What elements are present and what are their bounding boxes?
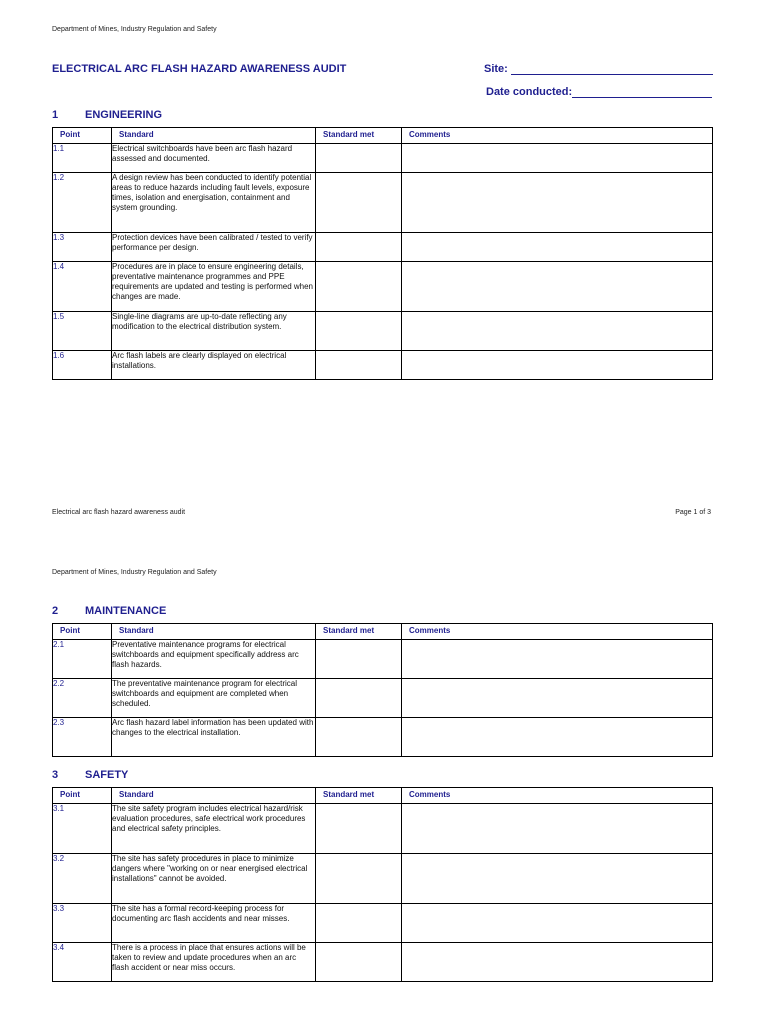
point-cell: 1.2 — [53, 173, 112, 233]
comments-cell[interactable] — [402, 679, 713, 718]
standard-cell: Preventative maintenance programs for electrical switchboards and equipment specifically address arc flash hazards. — [112, 640, 316, 679]
standard-met-cell[interactable] — [316, 904, 402, 943]
standard-met-cell[interactable] — [316, 233, 402, 262]
col-point: Point — [53, 788, 112, 804]
col-standard-met: Standard met — [316, 624, 402, 640]
section-title: SAFETY — [85, 769, 129, 781]
point-cell: 3.2 — [53, 854, 112, 904]
standard-met-cell[interactable] — [316, 718, 402, 757]
table-row — [53, 943, 713, 982]
comments-cell[interactable] — [402, 233, 713, 262]
table-row — [53, 679, 713, 718]
col-comments: Comments — [402, 788, 713, 804]
table-header-row — [53, 128, 713, 144]
point-cell: 3.3 — [53, 904, 112, 943]
section-heading-engineering — [52, 109, 162, 121]
section-title: MAINTENANCE — [85, 605, 167, 617]
engineering-table — [52, 127, 713, 380]
standard-cell: The site safety program includes electrical hazard/risk evaluation procedures, safe electrical work procedures and electrical safety principles. — [112, 804, 316, 854]
standard-cell: There is a process in place that ensures actions will be taken to review and update procedures when an arc flash accident or near miss occurs. — [112, 943, 316, 982]
point-cell: 1.6 — [53, 351, 112, 380]
table-header-row — [53, 788, 713, 804]
comments-cell[interactable] — [402, 943, 713, 982]
standard-cell: The site has a formal record-keeping process for documenting arc flash accidents and near misses. — [112, 904, 316, 943]
table-row — [53, 804, 713, 854]
department-header: Department of Mines, Industry Regulation and Safety — [52, 26, 217, 33]
section-number: 2 — [52, 605, 59, 617]
comments-cell[interactable] — [402, 173, 713, 233]
point-cell: 1.1 — [53, 144, 112, 173]
section-number: 3 — [52, 769, 59, 781]
comments-cell[interactable] — [402, 718, 713, 757]
col-standard: Standard — [112, 624, 316, 640]
table-header-row — [53, 624, 713, 640]
safety-table — [52, 787, 713, 982]
point-cell: 1.4 — [53, 262, 112, 312]
table-row — [53, 854, 713, 904]
table-row — [53, 262, 713, 312]
section-heading-maintenance — [52, 605, 166, 617]
standard-cell: The preventative maintenance program for electrical switchboards and equipment are completed when scheduled. — [112, 679, 316, 718]
maintenance-table — [52, 623, 713, 757]
site-field — [484, 63, 713, 75]
table-row — [53, 351, 713, 380]
date-field — [486, 86, 712, 98]
standard-met-cell[interactable] — [316, 173, 402, 233]
section-number: 1 — [52, 109, 59, 121]
standard-met-cell[interactable] — [316, 351, 402, 380]
footer-document-name: Electrical arc flash hazard awareness audit — [52, 509, 186, 516]
date-blank-line[interactable] — [572, 86, 712, 98]
point-cell: 1.3 — [53, 233, 112, 262]
col-comments: Comments — [402, 128, 713, 144]
comments-cell[interactable] — [402, 640, 713, 679]
col-point: Point — [53, 128, 112, 144]
point-cell: 3.4 — [53, 943, 112, 982]
standard-met-cell[interactable] — [316, 943, 402, 982]
col-point: Point — [53, 624, 112, 640]
col-standard-met: Standard met — [316, 128, 402, 144]
table-row — [53, 233, 713, 262]
document-title: ELECTRICAL ARC FLASH HAZARD AWARENESS AUDIT — [52, 63, 347, 75]
table-row — [53, 640, 713, 679]
comments-cell[interactable] — [402, 804, 713, 854]
department-header-page2: Department of Mines, Industry Regulation and Safety — [52, 569, 217, 576]
col-comments: Comments — [402, 624, 713, 640]
date-label: Date conducted: — [486, 86, 573, 98]
comments-cell[interactable] — [402, 351, 713, 380]
standard-met-cell[interactable] — [316, 312, 402, 351]
point-cell: 1.5 — [53, 312, 112, 351]
standard-met-cell[interactable] — [316, 854, 402, 904]
footer-page-number: Page 1 of 3 — [675, 509, 711, 516]
standard-cell: Protection devices have been calibrated / tested to verify performance per design. — [112, 233, 316, 262]
point-cell: 2.1 — [53, 640, 112, 679]
site-label: Site: — [484, 63, 508, 75]
standard-cell: The site has safety procedures in place to minimize dangers where "working on or near energised electrical installations" cannot be avoided. — [112, 854, 316, 904]
standard-met-cell[interactable] — [316, 144, 402, 173]
standard-met-cell[interactable] — [316, 640, 402, 679]
comments-cell[interactable] — [402, 854, 713, 904]
col-standard: Standard — [112, 128, 316, 144]
col-standard-met: Standard met — [316, 788, 402, 804]
point-cell: 3.1 — [53, 804, 112, 854]
comments-cell[interactable] — [402, 312, 713, 351]
standard-cell: A design review has been conducted to identify potential areas to reduce hazards including fault levels, exposure times, isolation and energisation, containment and system grounding. — [112, 173, 316, 233]
comments-cell[interactable] — [402, 262, 713, 312]
table-row — [53, 312, 713, 351]
standard-met-cell[interactable] — [316, 679, 402, 718]
col-standard: Standard — [112, 788, 316, 804]
section-heading-safety — [52, 769, 128, 781]
standard-met-cell[interactable] — [316, 262, 402, 312]
section-title: ENGINEERING — [85, 109, 163, 121]
standard-cell: Arc flash hazard label information has been updated with changes to the electrical installation. — [112, 718, 316, 757]
standard-cell: Arc flash labels are clearly displayed on electrical installations. — [112, 351, 316, 380]
standard-cell: Procedures are in place to ensure engineering details, preventative maintenance programmes and PPE requirements are updated and testing is performed when changes are made. — [112, 262, 316, 312]
standard-met-cell[interactable] — [316, 804, 402, 854]
table-row — [53, 718, 713, 757]
table-row — [53, 904, 713, 943]
comments-cell[interactable] — [402, 144, 713, 173]
standard-cell: Electrical switchboards have been arc flash hazard assessed and documented. — [112, 144, 316, 173]
table-row — [53, 173, 713, 233]
point-cell: 2.2 — [53, 679, 112, 718]
site-blank-line[interactable] — [511, 63, 713, 75]
table-row — [53, 144, 713, 173]
comments-cell[interactable] — [402, 904, 713, 943]
standard-cell: Single-line diagrams are up-to-date reflecting any modification to the electrical distribution system. — [112, 312, 316, 351]
point-cell: 2.3 — [53, 718, 112, 757]
